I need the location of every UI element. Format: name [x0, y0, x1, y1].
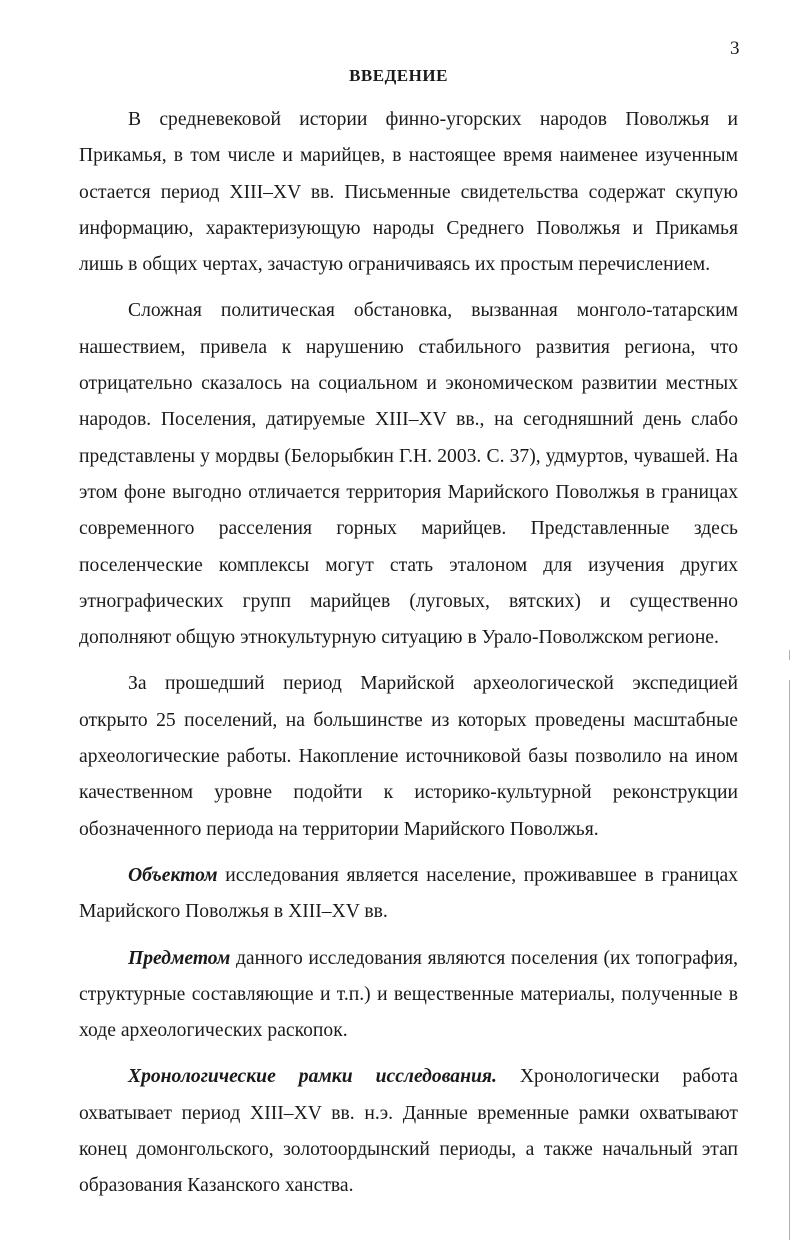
paragraph-object: [79, 858, 738, 931]
document-body: [79, 102, 738, 1205]
paragraph-2: Сложная политическая обстановка, вызванная монголо-татарским нашествием, привела к нарушению стабильного развития региона, что отрицательно сказалось на социальном и экономическом развитии местных народов. Поселения, датируемые XIII–XV вв., на сегодняшний день слабо представлены у мордвы (Белорыбкин Г.Н. 2003. С. 37), удмуртов, чувашей. На этом фоне выгодно отличается территория Марийского Поволжья в границах современного расселения горных марийцев. Представленные здесь поселенческие комплексы могут стать эталоном для изучения других этнографических групп марийцев (луговых, вятских) и существенно дополняют общую этнокультурную ситуацию в Урало-Поволжском регионе.: [79, 300, 738, 649]
section-heading: ВВЕДЕНИЕ: [349, 66, 448, 85]
paragraph-3: За прошедший период Марийской археологической экспедицией открыто 25 поселений, на большинстве из которых проведены масштабные археологические работы. Накопление источниковой базы позволило на ином качественном уровне подойти к историко-культурной реконструкции обозначенного периода на территории Марийского Поволжья.: [79, 673, 738, 840]
page-number: 3: [730, 38, 740, 59]
scan-margin-mark: [789, 650, 790, 660]
object-term: Объектом: [128, 864, 218, 886]
paragraph-1: В средневековой истории финно-угорских народов Поволжья и Прикамья, в том числе и марийцев, в настоящее время наименее изученным остается период XIII–XV вв. Письменные свидетельства содержат скупую информацию, характеризующую народы Среднего Поволжья и Прикамья лишь в общих чертах, зачастую ограничиваясь их простым перечислением.: [79, 109, 738, 276]
paragraph-chronology: [79, 1059, 738, 1204]
chronology-text: Хронологически работа охватывает период XIII–XV вв. н.э. Данные временные рамки охватывают конец домонгольского, золотоордынский периоды, а также начальный этап образования Казанского ханства.: [79, 1066, 738, 1197]
object-text: исследования является население, проживавшее в границах Марийского Поволжья в XIII–XV вв.: [79, 864, 738, 923]
scan-margin-line: [789, 680, 790, 1240]
subject-text: данного исследования являются поселения (их топография, структурные составляющие и т.п.) и вещественные материалы, полученные в ходе археологических раскопок.: [79, 947, 738, 1042]
chronology-term: Хронологические рамки исследования.: [128, 1066, 497, 1088]
subject-term: Предметом: [128, 947, 231, 969]
paragraph-subject: [79, 941, 738, 1050]
